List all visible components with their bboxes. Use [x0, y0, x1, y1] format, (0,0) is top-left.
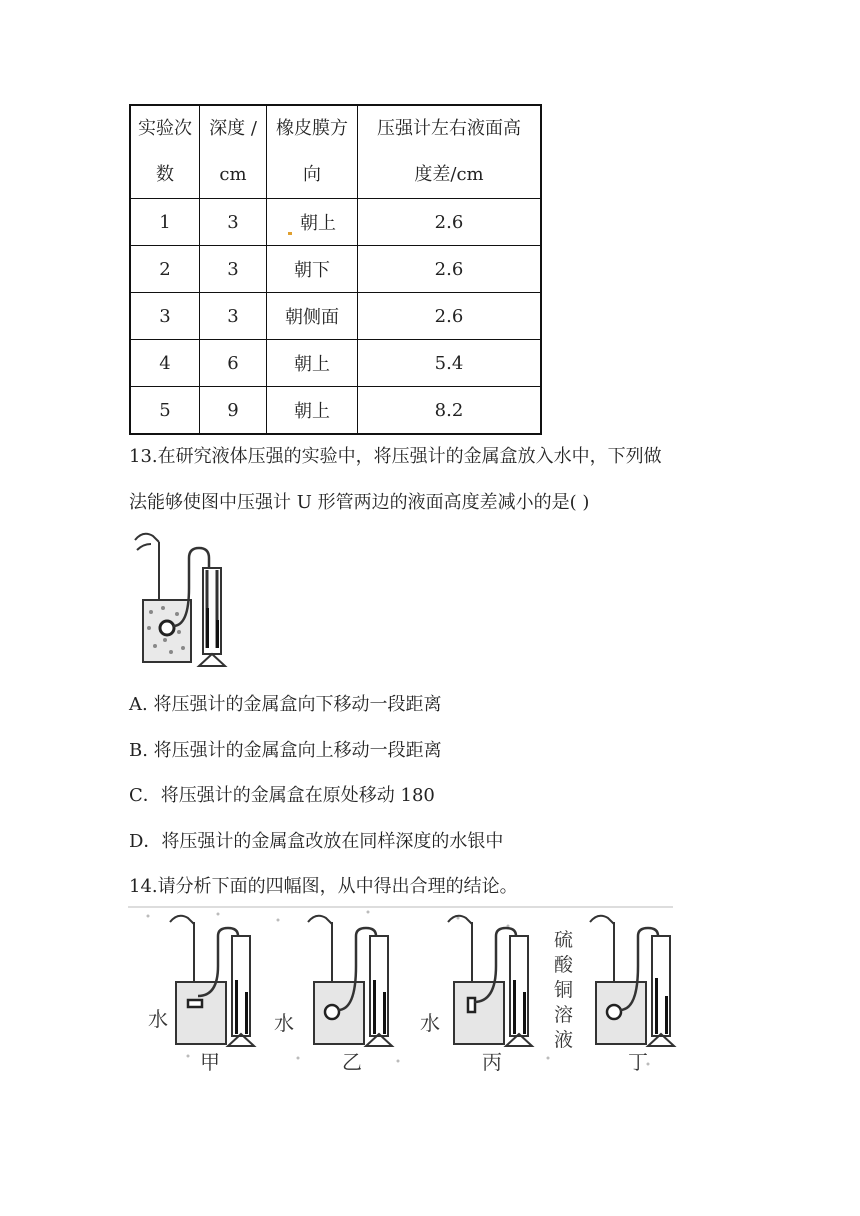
table-row — [130, 340, 541, 387]
beaker — [176, 982, 226, 1044]
header-cell: 深度 / cm — [200, 105, 267, 199]
liquid-label-ding-wrap — [554, 928, 580, 1051]
table-row — [130, 293, 541, 340]
hand-icon — [170, 916, 194, 924]
four-figures-panel — [128, 906, 673, 1074]
beaker — [454, 982, 504, 1044]
table-cell: 2 — [130, 246, 200, 293]
question-14-line1: 14.请分析下面的四幅图，从中得出合理的结论。 — [129, 876, 518, 897]
question-13-line2: 法能够使图中压强计 U 形管两边的液面高度差减小的是( ) — [129, 492, 590, 513]
metal-box — [160, 621, 174, 635]
liquid-label-ding: 硫酸铜溶液 — [554, 930, 574, 1051]
hand-icon — [135, 534, 159, 550]
table-cell: 4 — [130, 340, 200, 387]
liquid-left — [206, 608, 209, 648]
table-header-row — [130, 105, 541, 199]
figure-bing — [448, 916, 532, 1046]
table-cell: 朝下 — [267, 246, 358, 293]
table-cell: 1 — [130, 199, 200, 246]
table-cell: 5 — [130, 387, 200, 435]
caption-bing: 丙 — [482, 1052, 502, 1074]
figure-yi — [308, 916, 392, 1046]
metal-box — [188, 1000, 202, 1007]
table-row — [130, 246, 541, 293]
table-cell: 5.4 — [358, 340, 542, 387]
hand-icon — [308, 916, 332, 924]
table-cell: 朝侧面 — [267, 293, 358, 340]
liquid-right — [383, 992, 386, 1034]
hand-icon — [448, 916, 472, 924]
caption-jia: 甲 — [200, 1052, 220, 1074]
liquid-right — [665, 996, 668, 1034]
header-cell: 压强计左右液面高 度差/cm — [358, 105, 542, 199]
liquid-right — [216, 620, 219, 648]
metal-box — [325, 1005, 339, 1019]
liquid-left — [235, 980, 238, 1034]
table-cell: 8.2 — [358, 387, 542, 435]
table-row — [130, 387, 541, 435]
caption-ding: 丁 — [628, 1052, 648, 1074]
option-a: A. 将压强计的金属盒向下移动一段距离 — [129, 694, 442, 715]
figure-jia — [170, 916, 254, 1046]
hand-icon — [590, 916, 614, 924]
question-13-line1: 13.在研究液体压强的实验中，将压强计的金属盒放入水中，下列做 — [129, 446, 662, 467]
liquid-label-jia: 水 — [148, 1009, 168, 1031]
liquid-right — [245, 992, 248, 1034]
header-cell: 橡皮膜方 向 — [267, 105, 358, 199]
option-b: B. 将压强计的金属盒向上移动一段距离 — [129, 740, 442, 761]
table-cell: 3 — [200, 246, 267, 293]
table-cell: 2.6 — [358, 293, 542, 340]
table-cell: 3 — [200, 199, 267, 246]
table-cell: 6 — [200, 340, 267, 387]
table-cell: 朝上 — [267, 199, 358, 246]
header-cell: 实验次 数 — [130, 105, 200, 199]
option-c: C．将压强计的金属盒在原处移动 180 — [129, 785, 435, 806]
liquid-left — [513, 980, 516, 1034]
gauge-stand — [199, 654, 225, 666]
liquid-label-yi: 水 — [274, 1013, 294, 1035]
pressure-gauge-figure — [129, 528, 229, 668]
table-cell: 朝上 — [267, 387, 358, 435]
experiment-table — [129, 104, 542, 435]
option-d: D．将压强计的金属盒改放在同样深度的水银中 — [129, 831, 504, 852]
table-cell: 3 — [130, 293, 200, 340]
table-cell: 9 — [200, 387, 267, 435]
liquid-left — [655, 978, 658, 1034]
liquid-label-bing: 水 — [420, 1013, 440, 1035]
stray-mark — [288, 232, 292, 235]
table-row — [130, 199, 541, 246]
liquid-right — [523, 992, 526, 1034]
table-cell: 3 — [200, 293, 267, 340]
liquid-left — [373, 980, 376, 1034]
caption-yi: 乙 — [342, 1052, 362, 1074]
table-cell: 2.6 — [358, 199, 542, 246]
metal-box — [468, 998, 475, 1012]
figure-ding — [590, 916, 674, 1046]
table-cell: 朝上 — [267, 340, 358, 387]
table-cell: 2.6 — [358, 246, 542, 293]
metal-box — [607, 1005, 621, 1019]
